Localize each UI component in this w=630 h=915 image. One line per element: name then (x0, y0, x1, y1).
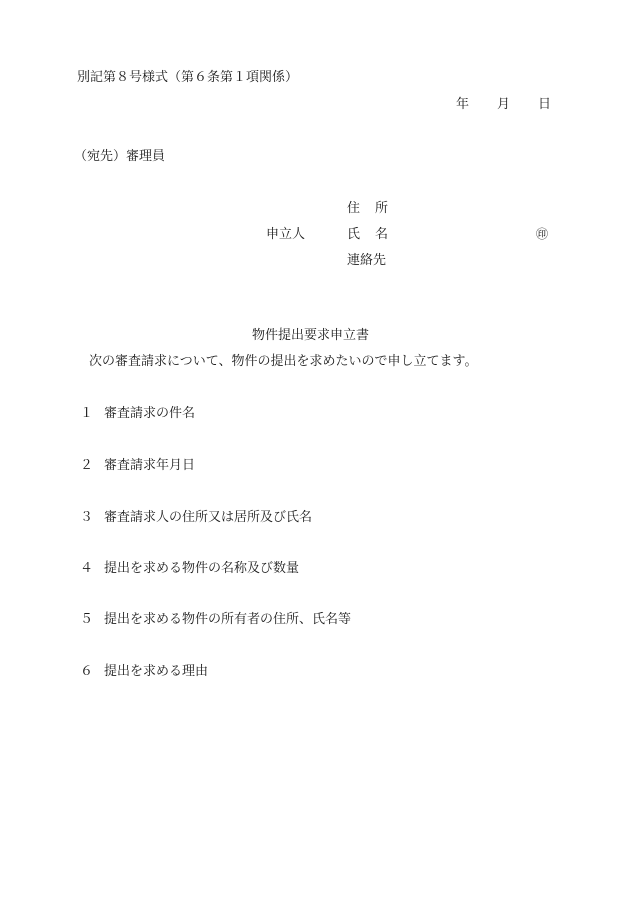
contact-label: 連絡先 (347, 253, 387, 268)
document-title: 物件提出要求申立書 (252, 328, 370, 343)
item-number: ４ (80, 561, 94, 576)
date-month-label: 月 (497, 97, 511, 112)
name-label: 氏 名 (347, 227, 390, 242)
address-label: 住 所 (347, 201, 390, 216)
item-text: 提出を求める物件の名称及び数量 (104, 561, 300, 576)
item-text: 提出を求める物件の所有者の住所、氏名等 (104, 612, 352, 627)
list-item (80, 458, 195, 474)
list-item (80, 561, 299, 577)
item-number: ２ (80, 458, 94, 473)
list-item (80, 664, 208, 680)
item-text: 審査請求人の住所又は居所及び氏名 (104, 510, 313, 525)
applicant-label: 申立人 (266, 227, 306, 242)
date-day-label: 日 (538, 97, 552, 112)
addressee: （宛先）審理員 (74, 149, 166, 164)
item-text: 審査請求の件名 (104, 406, 196, 421)
form-number: 別記第８号様式（第６条第１項関係） (77, 70, 299, 85)
date-year-label: 年 (456, 97, 470, 112)
intro-text: 次の審査請求について、物件の提出を求めたいので申し立てます。 (89, 354, 478, 369)
item-number: ３ (80, 510, 94, 525)
item-number: ６ (80, 664, 94, 679)
item-number: １ (80, 406, 94, 421)
list-item (80, 612, 351, 628)
list-item (80, 406, 195, 422)
seal-mark: ㊞ (536, 227, 549, 241)
item-text: 審査請求年月日 (104, 458, 196, 473)
item-text: 提出を求める理由 (104, 664, 209, 679)
list-item (80, 510, 312, 526)
item-number: ５ (80, 612, 94, 627)
